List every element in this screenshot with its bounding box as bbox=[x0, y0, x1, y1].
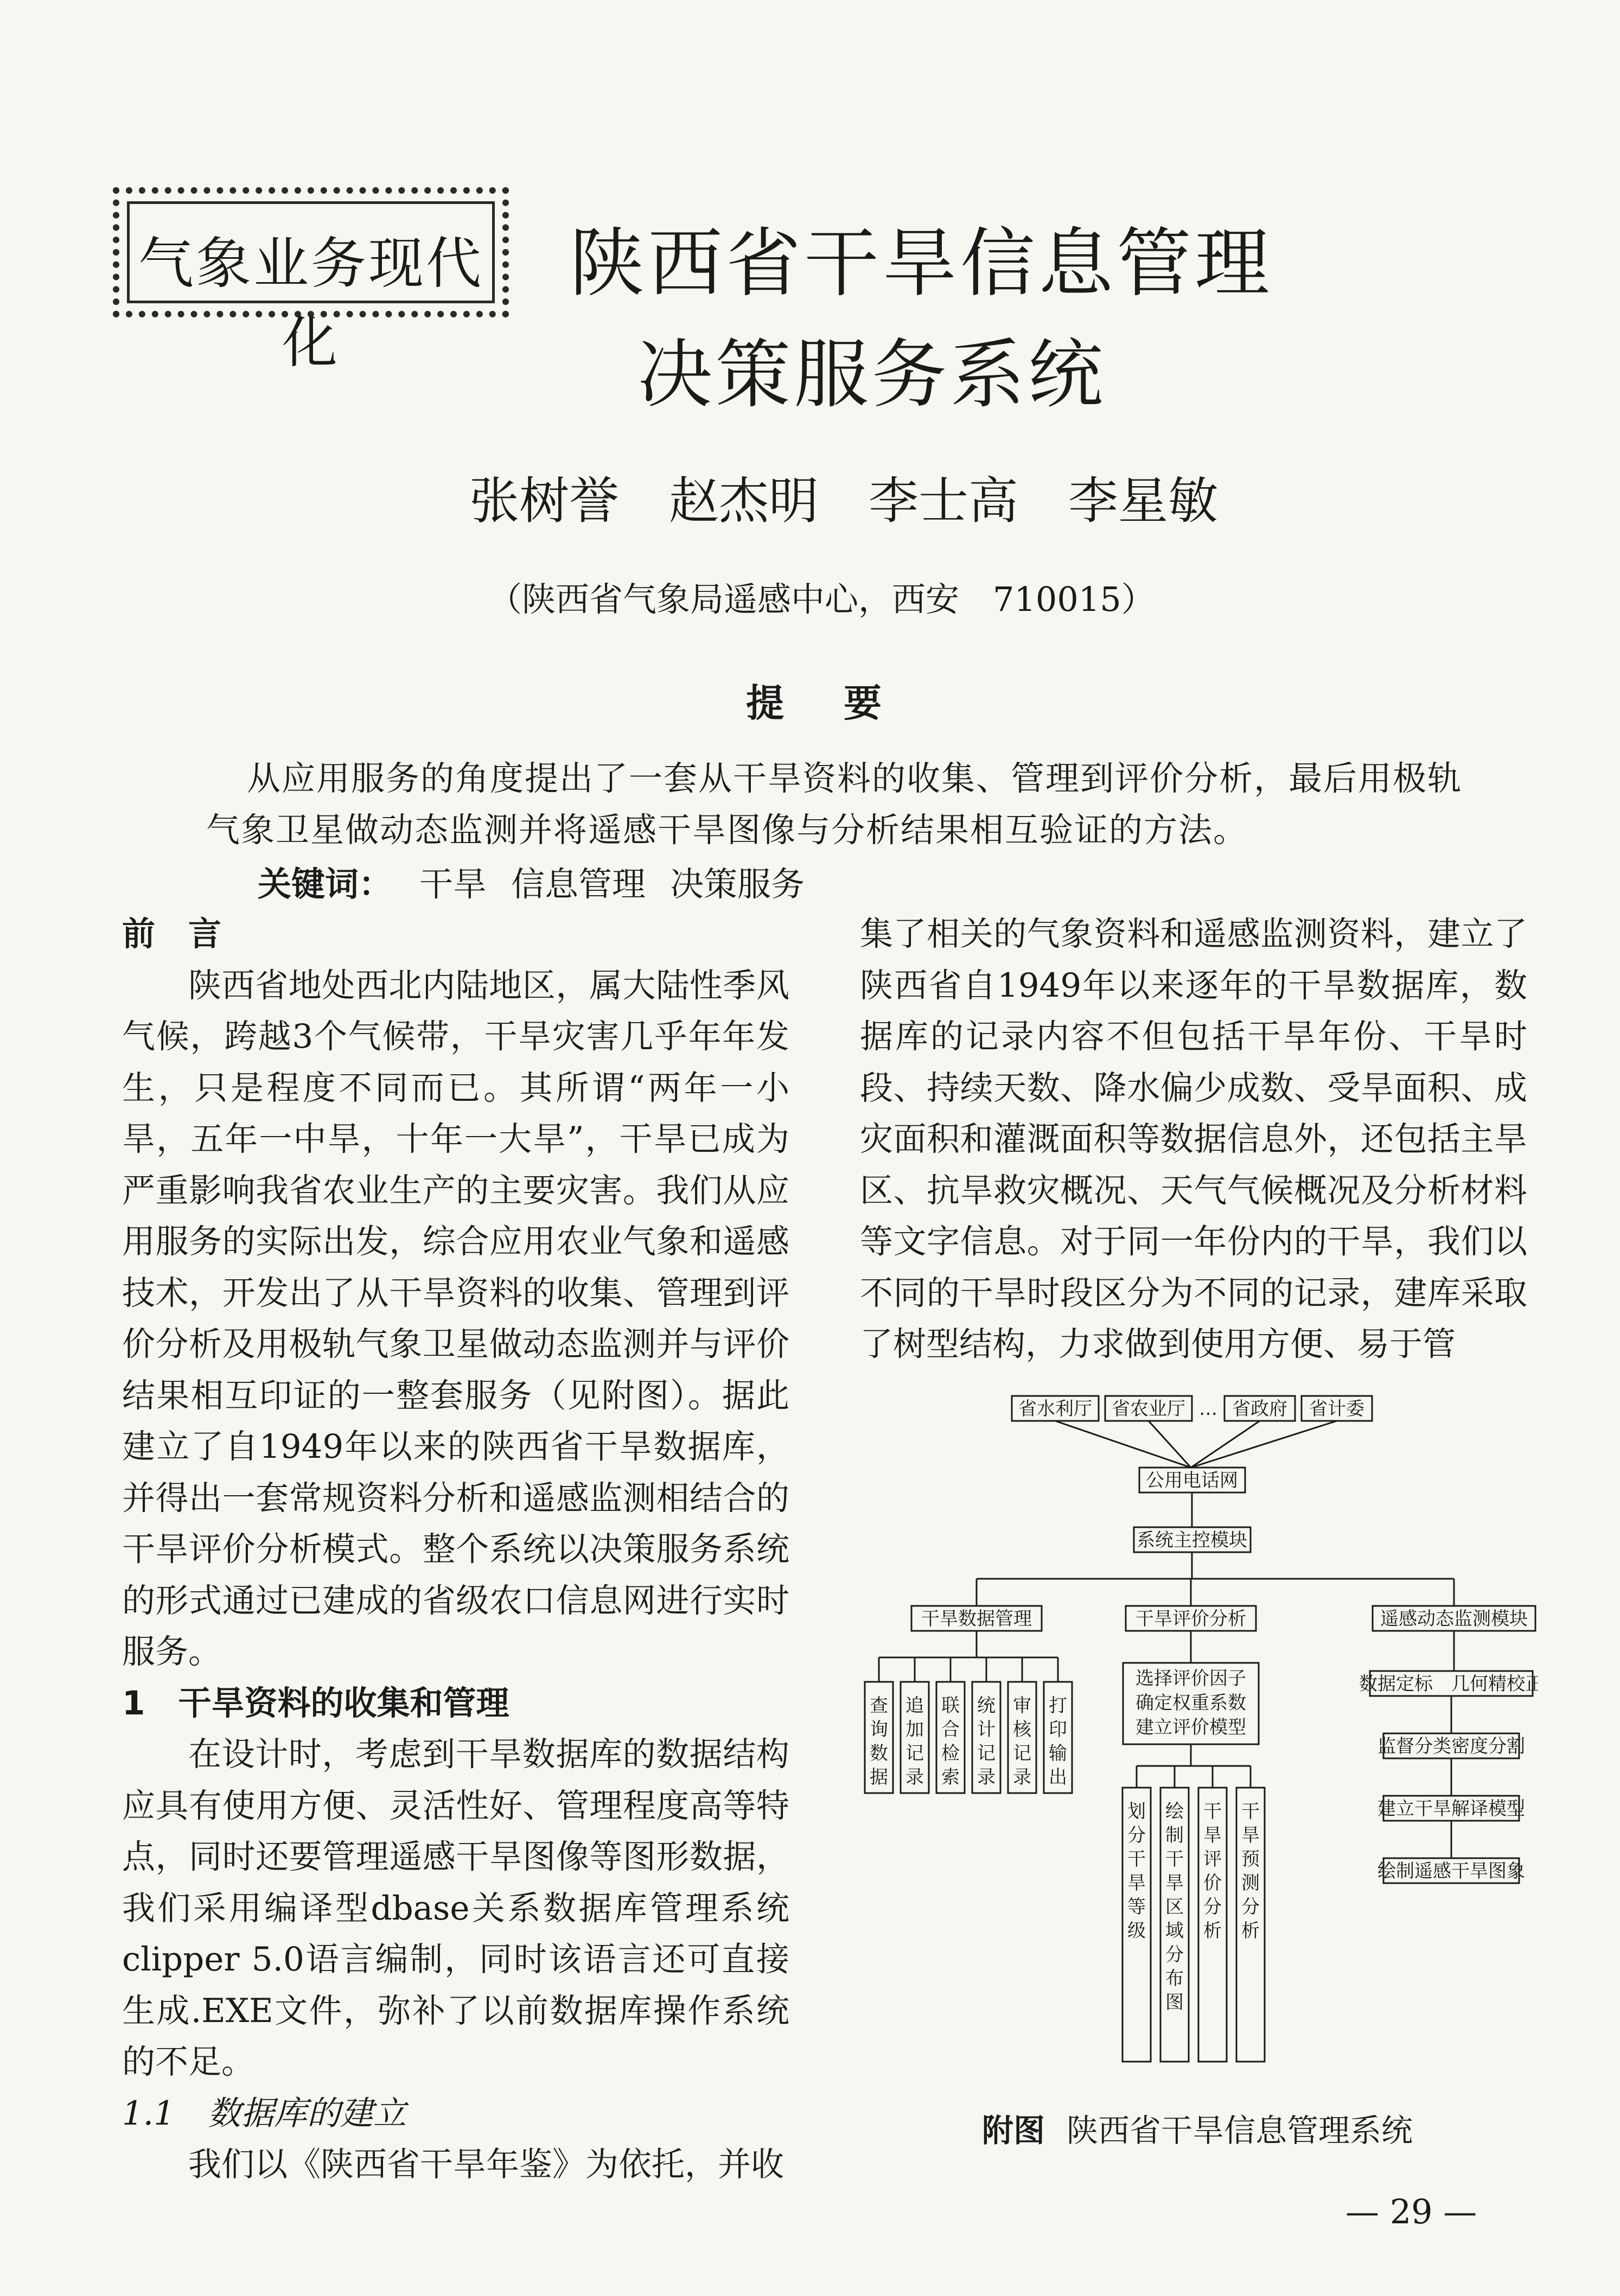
abstract-line-2: 气象卫星做动态监测并将遥感干旱图像与分析结果相互验证的方法。 bbox=[206, 810, 1248, 850]
diagram-leaf-label: 查询数据 bbox=[870, 1695, 888, 1788]
system-diagram bbox=[854, 1392, 1538, 2081]
affiliation: （陕西省气象局遥感中心，西安 710015） bbox=[488, 579, 1155, 619]
data-leaves bbox=[865, 1657, 1072, 1793]
diagram-leaf-label: 统计记录 bbox=[977, 1695, 996, 1788]
eval-leaves bbox=[1122, 1766, 1265, 2062]
diagram-leaf-label: 联合检索 bbox=[941, 1695, 960, 1788]
keywords bbox=[258, 857, 829, 905]
diagram-label: 绘制遥感干旱图象 bbox=[1377, 1860, 1525, 1882]
diagram-leaf-label: 审核记录 bbox=[1013, 1695, 1031, 1788]
diagram-label: 省政府 bbox=[1232, 1398, 1287, 1420]
keyword: 决策服务 bbox=[670, 864, 805, 904]
authors: 张树誉 赵杰明 李士高 李星敏 bbox=[469, 472, 1219, 530]
diagram-label: 省农业厅 bbox=[1112, 1398, 1185, 1420]
title-line-1: 陕西省干旱信息管理 bbox=[570, 220, 1273, 307]
diagram-label: 干旱评价分析 bbox=[1136, 1608, 1246, 1630]
diagram-leaf-label: 干旱预测分析 bbox=[1241, 1801, 1260, 1942]
diagram-label: 选择评价因子 bbox=[1136, 1668, 1246, 1689]
diagram-label: 建立干旱解译模型 bbox=[1377, 1798, 1525, 1820]
diagram-label: 省水利厅 bbox=[1018, 1398, 1092, 1420]
paragraph: 集了相关的气象资料和遥感监测资料，建立了陕西省自1949年以来逐年的干旱数据库，数据库的记录内容不但包括干旱年份、干旱时段、持续天数、降水偏少成数、受旱面积、成灾面积和灌溉面积等数据信息外，还包括主旱区、抗旱救灾概况、天气气候概况及分析材料等文字信息。对于同一年份内的干旱，我们以不同的干旱时段区分为不同的记录，建库采取了树型结构，力求做到使用方便、易于管 bbox=[860, 915, 1527, 1363]
section-heading: 前 言 bbox=[122, 915, 222, 953]
caption-text: 陕西省干旱信息管理系统 bbox=[1067, 2112, 1413, 2149]
section-heading: 1 干旱资料的收集和管理 bbox=[122, 1683, 509, 1723]
diagram-label: 数据定标 几何精校正 bbox=[1359, 1673, 1538, 1695]
diagram-label: 确定权重系数 bbox=[1136, 1692, 1246, 1714]
left-column bbox=[122, 909, 789, 2191]
diagram-leaf-label: 打印输出 bbox=[1049, 1695, 1067, 1788]
column-badge bbox=[113, 187, 509, 375]
diagram-label: 省计委 bbox=[1309, 1398, 1364, 1420]
paragraph: 陕西省地处西北内陆地区，属大陆性季风气候，跨越3个气候带，干旱灾害几乎年年发生，只是程度不同而已。其所谓“两年一小旱，五年一中旱，十年一大旱”，干旱已成为严重影响我省农业生产的主要灾害。我们从应用服务的实际出发，综合应用农业气象和遥感技术，开发出了从干旱资料的收集、管理到评价分析及用极轨气象卫星做动态监测并与评价结果相互印证的一整套服务（见附图）。据此建立了自1949年以来的陕西省干旱数据库，并得出一套常规资料分析和遥感监测相结合的干旱评价分析模式。整个系统以决策服务系统的形式通过已建成的省级农口信息网进行实时服务。 bbox=[122, 966, 789, 1671]
column-badge-text: 气象业务现代化 bbox=[138, 232, 483, 375]
keyword: 干旱 bbox=[419, 864, 487, 904]
diagram-leaf-label: 划分干旱等级 bbox=[1127, 1801, 1146, 1942]
paragraph: 我们以《陕西省干旱年鉴》为依托，并收 bbox=[188, 2145, 785, 2184]
keywords-label: 关键词： bbox=[258, 864, 393, 904]
diagram-label: … bbox=[1199, 1398, 1217, 1420]
page-number: — 29 — bbox=[1345, 2192, 1477, 2231]
right-column bbox=[860, 909, 1527, 1370]
abstract-heading: 提要 bbox=[746, 681, 941, 725]
diagram-label: 公用电话网 bbox=[1146, 1470, 1238, 1491]
diagram-label: 系统主控模块 bbox=[1137, 1529, 1247, 1551]
diagram-label: 干旱数据管理 bbox=[921, 1608, 1032, 1630]
diagram-leaf-label: 绘制干旱区域分布图 bbox=[1165, 1801, 1184, 2013]
diagram-leaf-label: 追加记录 bbox=[905, 1695, 924, 1788]
abstract-line-1: 从应用服务的角度提出了一套从干旱资料的收集、管理到评价分析，最后用极轨 bbox=[247, 758, 1463, 798]
subsection-heading: 1.1 数据库的建立 bbox=[122, 2094, 407, 2133]
figure-caption bbox=[982, 2105, 1413, 2151]
diagram-label: 遥感动态监测模块 bbox=[1380, 1608, 1528, 1630]
diagram-leaf-label: 干旱评价分析 bbox=[1203, 1801, 1222, 1942]
paragraph: 在设计时，考虑到干旱数据库的数据结构应具有使用方便、灵活性好、管理程度高等特点，同时还要管理遥感干旱图像等图形数据，我们采用编译型dbase关系数据库管理系统clipper 5.0语言编制，同时该语言还可直接生成.EXE文件，弥补了以前数据库操作系统的不足。 bbox=[122, 1735, 789, 2081]
diagram-label: 监督分类密度分割 bbox=[1377, 1736, 1525, 1757]
keyword: 信息管理 bbox=[511, 864, 646, 904]
diagram-label: 建立评价模型 bbox=[1136, 1717, 1246, 1738]
caption-label: 附图 bbox=[982, 2112, 1045, 2149]
title-line-2: 决策服务系统 bbox=[637, 331, 1107, 418]
